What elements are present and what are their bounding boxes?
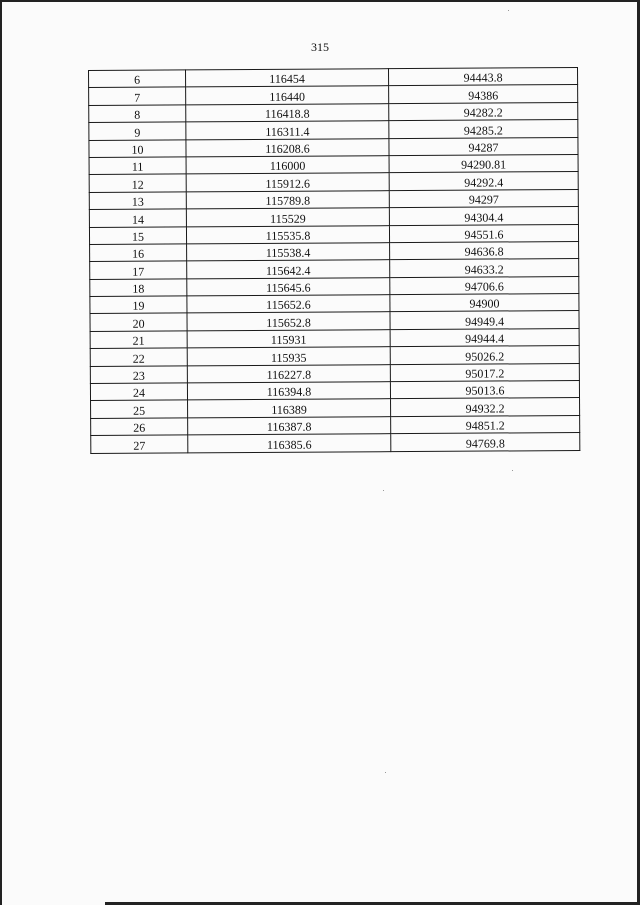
first-value-cell: 115912.6 [186,173,389,192]
second-value-cell: 94769.8 [391,433,580,452]
row-number-cell: 13 [89,192,186,210]
first-value-cell: 115652.8 [187,312,390,331]
row-number-cell: 17 [90,261,187,279]
second-value-cell: 95017.2 [390,363,579,382]
scan-border-top [0,0,640,2]
second-value-cell: 94636.8 [390,241,579,260]
second-value-cell: 94292.4 [389,172,578,191]
row-number-cell: 12 [89,174,186,192]
first-value-cell: 115642.4 [187,260,390,279]
first-value-cell: 116454 [186,69,389,88]
first-value-cell: 116311.4 [186,121,389,140]
table-row [91,433,580,453]
row-number-cell: 6 [89,70,186,88]
second-value-cell: 94287 [389,137,578,156]
first-value-cell: 116394.8 [187,382,390,401]
scan-speck [383,490,384,491]
row-number-cell: 19 [90,296,187,314]
row-number-cell: 23 [90,366,187,384]
first-value-cell: 115652.6 [187,295,390,314]
second-value-cell: 94297 [389,189,578,208]
second-value-cell: 95013.6 [390,381,579,400]
first-value-cell: 115645.6 [187,277,390,296]
first-value-cell: 116385.6 [188,434,391,453]
scan-speck [508,10,509,11]
first-value-cell: 115538.4 [187,243,390,262]
second-value-cell: 94443.8 [388,68,577,87]
page-number: 315 [311,40,329,54]
row-number-cell: 25 [91,400,188,418]
second-value-cell: 94633.2 [390,259,579,278]
second-value-cell: 94551.6 [389,224,578,243]
second-value-cell: 94706.6 [390,276,579,295]
table-row [89,154,578,174]
first-value-cell: 115931 [187,330,390,349]
row-number-cell: 15 [89,226,186,244]
second-value-cell: 94932.2 [391,398,580,417]
second-value-cell: 94851.2 [391,415,580,434]
row-number-cell: 18 [90,279,187,297]
first-value-cell: 116440 [186,86,389,105]
row-number-cell: 8 [89,105,186,123]
row-number-cell: 9 [89,122,186,140]
row-number-cell: 16 [90,244,187,262]
second-value-cell: 95026.2 [390,346,579,365]
first-value-cell: 115535.8 [186,225,389,244]
row-number-cell: 20 [90,313,187,331]
first-value-cell: 116000 [186,156,389,175]
coordinates-table [88,67,580,454]
second-value-cell: 94386 [389,85,578,104]
second-value-cell: 94285.2 [389,120,578,139]
coordinates-table-body [89,68,580,454]
row-number-cell: 11 [89,157,186,175]
second-value-cell: 94282.2 [389,102,578,121]
second-value-cell: 94900 [390,294,579,313]
first-value-cell: 116418.8 [186,103,389,122]
first-value-cell: 115529 [186,208,389,227]
first-value-cell: 116389 [188,399,391,418]
first-value-cell: 115789.8 [186,190,389,209]
row-number-cell: 21 [90,331,187,349]
scan-speck [385,772,386,773]
row-number-cell: 24 [90,383,187,401]
first-value-cell: 116387.8 [188,416,391,435]
second-value-cell: 94944.4 [390,328,579,347]
row-number-cell: 27 [91,435,188,453]
second-value-cell: 94290.81 [389,154,578,173]
scan-speck [512,470,513,471]
scan-border-left [0,0,2,905]
first-value-cell: 116208.6 [186,138,389,157]
row-number-cell: 14 [89,209,186,227]
row-number-cell: 7 [89,87,186,105]
row-number-cell: 26 [91,418,188,436]
first-value-cell: 115935 [187,347,390,366]
second-value-cell: 94304.4 [389,207,578,226]
first-value-cell: 116227.8 [187,364,390,383]
second-value-cell: 94949.4 [390,311,579,330]
row-number-cell: 10 [89,139,186,157]
row-number-cell: 22 [90,348,187,366]
